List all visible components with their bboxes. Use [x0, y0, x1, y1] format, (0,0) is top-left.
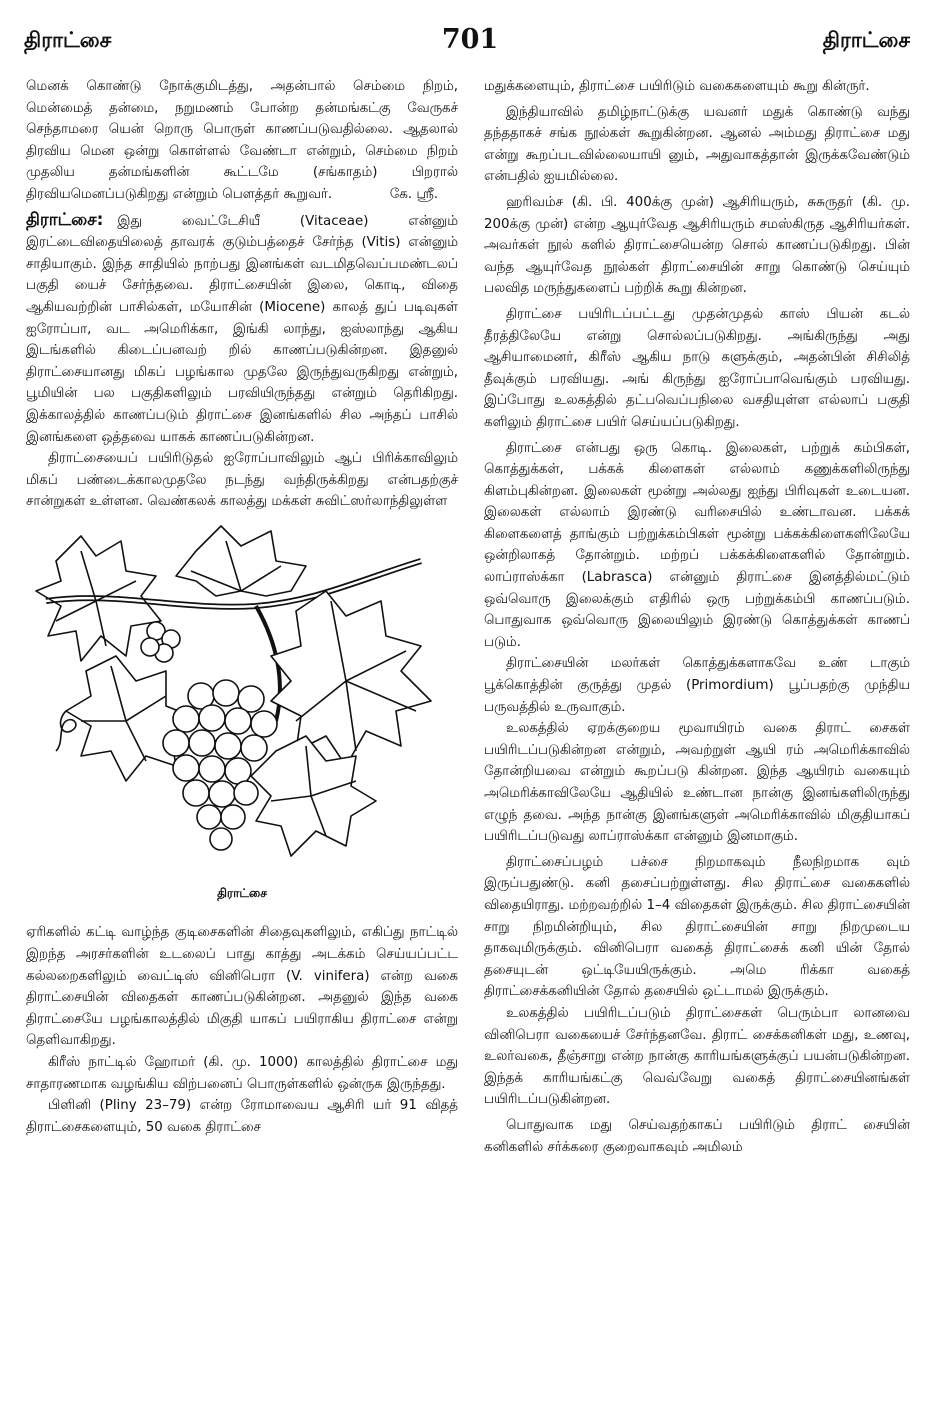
paragraph-flowers: திராட்சையின் மலர்கள் கொத்துக்களாகவே உண் டாகும் பூக்கொத்தின் குருத்து முதல் (Primordium) பூப்பதற்கு முந்திய பருவத்தில் உருவாகும்.: [484, 656, 910, 715]
paragraph-ancient-evidence: ஏரிகளில் கட்டி வாழ்ந்த குடிசைகளின் சிதைவுகளிலும், எகிப்து நாட்டில் இறந்த அரசர்களின் உடலைப் பாது காத்து அடக்கம் செய்யப்பட்ட கல்லறைகளிலும் வைட்டிஸ் வினிபெரா (V. vinifera) என்ற வகை திராட்சையின் விதைகள் காணப்படுகின்றன. அதனுல் இந்த வகை திராட்சையே பழங்காலத்தில் மிகுதி யாகப் பயிராகிய திராட்சை என்று தெளிவாகிறது.: [26, 925, 458, 1049]
paragraph-wine-grapes: பொதுவாக மது செய்வதற்காகப் பயிரிடும் திராட் சையின் கனிகளில் சர்க்கரை குறைவாகவும் அமிலம்: [484, 1117, 910, 1155]
grape-vine-drawing: [26, 521, 458, 881]
paragraph-pliny: பிளினி (Pliny 23–79) என்ற ரோமாவைய ஆசிரி யர் 91 விதத் திராட்சைகளையும், 50 வகை திராட்சை: [26, 1098, 458, 1135]
entry-intro-text: இது வைட்டேசியீ (Vitaceae) என்னும் இரட்டைவிதையிலைத் தாவரக் குடும்பத்தைச் சேர்ந்த (Vitis) என்னும் சாதியாகும். இந்த சாதியில் நாற்பது இனங்கள் வடமிதவெப்பமண்டலப் பகுதி யைச் சேர்ந்தவை. திராட்சையின் இலை, கொடி, விதை ஆகியவற்றின் பாசில்கள், மயோசின் (Miocene) காலத் துப் படிவுகள் ஐரோப்பா, வட அமெரிக்கா, இங்கி லாந்து, ஐஸ்லாந்து ஆகிய இடங்களில் கிடைப்பனவற் றில் காணப்படுகின்றன. இதனுல் திராட்சையானது மிகப் பழங்கால முதலே இருந்துவருகிறது என்றும், பூமியின் பல பகுதிகளிலும் பரவியிருந்தது என்றும் தெரிகிறது. இக்காலத்தில் காணப்படும் திராட்சை இனங்களில் சில அந்தப் பாசில் இனங்களை ஒத்தவை யாகக் காணப்படுகின்றன.: [26, 213, 458, 445]
paragraph-fruit: திராட்சைப்பழம் பச்சை நிறமாகவும் நீலநிறமாக வும் இருப்பதுண்டு. கனி தசைப்பற்றுள்ளது. சில திராட்சை வகைகளில் விதையிராது. மற்றவற்றில் 1–4 விதைகள் இருக்கும். சில திராட்சையின் சாறு நிறமின்றியும், சில திராட்சையின் சாறு நிறமுடைய தாகவுமிருக்கும். வினிபெரா வகைத் திராட்சைக் கனி யின் தோல் தசையுடன் ஒட்டியேயிருக்கும். அமெ ரிக்கா வகைத் திராட்சைக்கனியின் தோல் தசையில் ஒட்டாமல் இருக்கும்.: [484, 854, 910, 1000]
paragraph-uses: உலகத்தில் பயிரிடப்படும் திராட்சைகள் பெரும்பா லானவை வினிபெரா வகையைச் சேர்ந்தனவே. திராட் சைக்கனிகள் மது, உணவு, உலர்வகை, தீஞ்சாறு என்ற நான்கு காரியங்களுக்குப் பயன்படுகின்றன. இந்தக் காரியங்கட்கு வெவ்வேறு வகைத் திராட்சையினங்கள் பயிரிடப்படுகின்றன.: [484, 1005, 910, 1108]
paragraph-tamil-nadu: இந்தியாவில் தமிழ்நாட்டுக்கு யவனர் மதுக் கொண்டு வந்து தந்ததாகச் சங்க நூல்கள் கூறுகின்றன. ஆனல் அம்மது திராட்சை மது என்று கூறப்படவில்லையாயி னும், அதுவாகத்தான் இருக்கவேண்டும் என்பதில் ஐயமில்லை.: [484, 104, 910, 185]
paragraph-varieties: உலகத்தில் ஏறக்குறைய மூவாயிரம் வகை திராட் சைகள் பயிரிடப்படுகின்றன என்றும், அவற்றுள் ஆயி ரம் அமெரிக்காவில் தோன்றியவை என்றும் கூறப்படு கின்றன. இந்த ஆயிரம் வகையும் அமெரிக்காவிலேயே ஆதியில் உண்டான நான்கு இனங்களிலிருந்து எழுந் தவை. அந்த நான்கு இனங்களுள் அமெரிக்காவில் மிகுதியாகப் பயிரிடப்படுவது லாப்ராஸ்க்கா என்னும் இனமாகும்.: [484, 721, 910, 845]
paragraph-vine-structure: திராட்சை என்பது ஒரு கொடி. இலைகள், பற்றுக் கம்பிகள், கொத்துக்கள், பக்கக் கிளைகள் எல்லாம் கணுக்களிலிருந்து கிளம்புகின்றன. இலைகள் மூன்று அல்லது ஐந்து பிரிவுகள் உடையன. இலைகள் எல்லாம் இரண்டு வரிசையில் உண்டாவன. பக்கக் கிளைகளைத் தாங்கும் பற்றுக்கம்பிகள் மூன்று பக்கக்கிளைகளிலேயே ஒன்றிலாகத் தோன்றும். மற்றப் பக்கக்கிளைகளில் தோன்றும். லாப்ராஸ்க்கா (Labrasca) என்னும் திராட்சை இனத்தில்மட்டும் ஒவ்வொரு இலைக்கும் எதிரில் ஒரு பற்றுக்கம்பி காணப்படும். பொதுவாக ஒவ்வொரு இலையிலும் இரண்டு கொத்துக்கள் காணப் படும்.: [484, 440, 910, 650]
entry-heading: திராட்சை:: [26, 209, 104, 230]
paragraph-wines-continued: மதுக்களையும், திராட்சை பயிரிடும் வகைகளையும் கூறு கின்ருர்.: [484, 79, 870, 94]
paragraph-cultivation-history: திராட்சையைப் பயிரிடுதல் ஐரோப்பாவிலும் ஆப் பிரிக்காவிலும் மிகப் பண்டைக்காலமுதலே நடந்து வந்திருக்கிறது என்பதற்குச் சான்றுகள் உள்ளன. வெண்கலக் காலத்து மக்கள் சுவிட்ஸர்லாந்திலுள்ள: [26, 451, 458, 510]
paragraph-homer: கிரீஸ் நாட்டில் ஹோமர் (கி. மு. 1000) காலத்தில் திராட்சை மது சாதாரணமாக வழங்கிய விற்பனைப் பொருள்களில் ஒன்ருக இருந்தது.: [26, 1055, 458, 1092]
running-head-right: திராட்சை: [822, 28, 910, 52]
author-signature: கே. ஸ்ரீ.: [389, 186, 438, 202]
right-column: [484, 76, 910, 1406]
left-column: [26, 76, 458, 1406]
figure-caption: திராட்சை: [217, 885, 267, 900]
entry-intro-paragraph: [26, 210, 458, 449]
grape-illustration: [26, 521, 458, 881]
running-head-left: திராட்சை: [24, 28, 112, 52]
page-number: 701: [441, 24, 499, 55]
paragraph-origin-spread: திராட்சை பயிரிடப்பட்டது முதன்முதல் காஸ் பியன் கடல் தீரத்திலேயே என்று சொல்லப்படுகிறது. அங்கிருந்து அது ஆசியாமைனர், கிரீஸ் ஆகிய நாடு களுக்கும், அதன்பின் சிசிலித் தீவுக்கும் பரவியது. அங் கிருந்து ஐரோப்பாவெங்கும் பரவியது. இப்போது உலகத்தில் தட்பவெப்பநிலை வசதியுள்ள எல்லாப் பகுதி களிலும் திராட்சை பயிர் செய்யப்படுகிறது.: [484, 306, 910, 430]
paragraph-buddhist-view: மெனக் கொண்டு நோக்குமிடத்து, அதன்பால் செம்மை நிறம், மென்மைத் தன்மை, நறுமணம் போன்ற தன்மங்கட்கு வேருகச் செந்தாமரை யென் றொரு பொருள் காணப்படுவதில்லை. ஆதலால் திரவிய மென ஒன்று கொள்ளல் வேண்டா என்றும், செம்மை நிறம் முதலிய தன்மங்களின் கூட்டமே (சங்காதம்) பிறரால் திரவியமெனப்படுகிறது என்றும் பௌத்தர் கூறுவர்.: [26, 79, 458, 202]
paragraph-sanskrit-authors: ஹரிவம்ச (கி. பி. 400க்கு முன்) ஆசிரியரும், சுசுருதர் (கி. மு. 200க்கு முன்) என்ற ஆயுர்வேத ஆசிரியரும் சமஸ்கிருத ஆசிரியர்கள். அவர்கள் நூல் களில் திராட்சையென்ற சொல் காணப்படுகிறது. பின் வந்த ஆயுர்வேத நூல்கள் திராட்சையின் சாறு கொண்டு செய்யும் பலவித மருந்துகளைப் பற்றிக் கூறு கின்றன.: [484, 194, 910, 297]
